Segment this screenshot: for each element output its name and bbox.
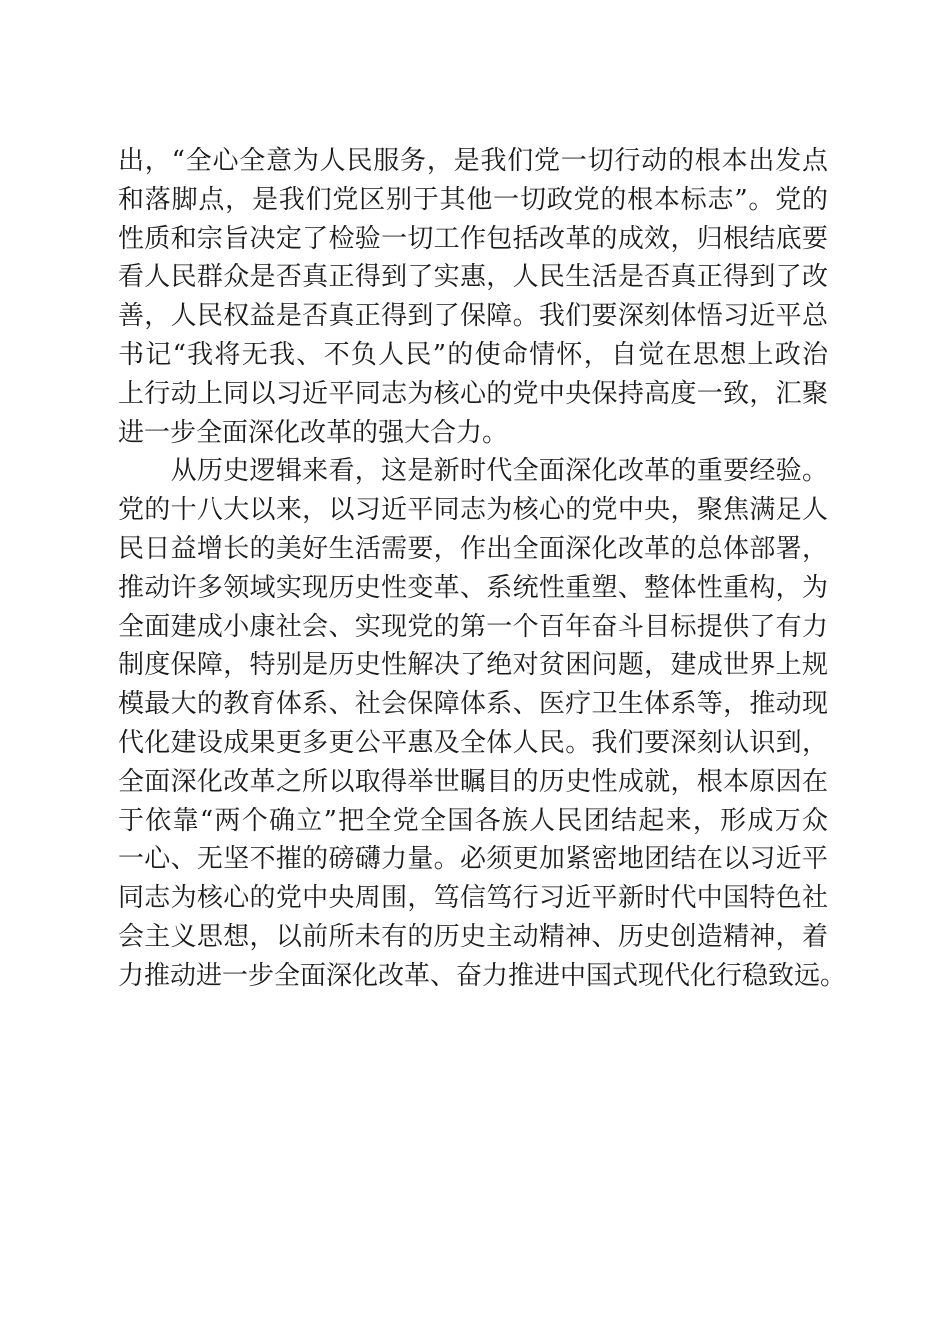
text-line: 上行动上同以习近平同志为核心的党中央保持高度一致，汇聚 — [118, 378, 828, 409]
text-line: 于依靠“两个确立”把全党全国各族人民团结起来，形成万众 — [118, 805, 828, 836]
text-line: 和落脚点，是我们党区别于其他一切政党的根本标志”。党的 — [118, 184, 828, 215]
text-line: 看人民群众是否真正得到了实惠，人民生活是否真正得到了改 — [118, 262, 828, 293]
paragraph-history — [118, 452, 847, 995]
text-line: 党的十八大以来，以习近平同志为核心的党中央，聚焦满足人 — [118, 495, 828, 526]
text-line: 同志为核心的党中央周围，笃信笃行习近平新时代中国特色社 — [118, 883, 828, 914]
text-line: 出，“全心全意为人民服务，是我们党一切行动的根本出发点 — [118, 146, 828, 176]
text-line: 民日益增长的美好生活需要，作出全面深化改革的总体部署， — [118, 533, 828, 564]
text-line: 力推动进一步全面深化改革、奋力推进中国式现代化行稳致远。 — [118, 960, 847, 991]
paragraph-continuation — [118, 142, 828, 452]
text-line: 会主义思想，以前所未有的历史主动精神、历史创造精神，着 — [118, 921, 828, 952]
text-line: 善，人民权益是否真正得到了保障。我们要深刻体悟习近平总 — [118, 301, 828, 332]
text-line: 进一步全面深化改革的强大合力。 — [118, 417, 509, 448]
text-line: 推动许多领域实现历史性变革、系统性重塑、整体性重构，为 — [118, 572, 828, 603]
text-line: 性质和宗旨决定了检验一切工作包括改革的成效，归根结底要 — [118, 223, 828, 254]
text-line: 制度保障，特别是历史性解决了绝对贫困问题，建成世界上规 — [118, 650, 828, 681]
text-line: 全面深化改革之所以取得举世瞩目的历史性成就，根本原因在 — [118, 766, 828, 797]
text-line: 从历史逻辑来看，这是新时代全面深化改革的重要经验。 — [118, 456, 828, 487]
text-line: 全面建成小康社会、实现党的第一个百年奋斗目标提供了有力 — [118, 611, 828, 642]
text-line: 模最大的教育体系、社会保障体系、医疗卫生体系等，推动现 — [118, 689, 828, 720]
body-text — [118, 142, 847, 996]
text-line: 书记“我将无我、不负人民”的使命情怀，自觉在思想上政治 — [118, 339, 828, 370]
text-line: 代化建设成果更多更公平惠及全体人民。我们要深刻认识到， — [118, 727, 828, 758]
text-line: 一心、无坚不摧的磅礴力量。必须更加紧密地团结在以习近平 — [118, 844, 828, 875]
